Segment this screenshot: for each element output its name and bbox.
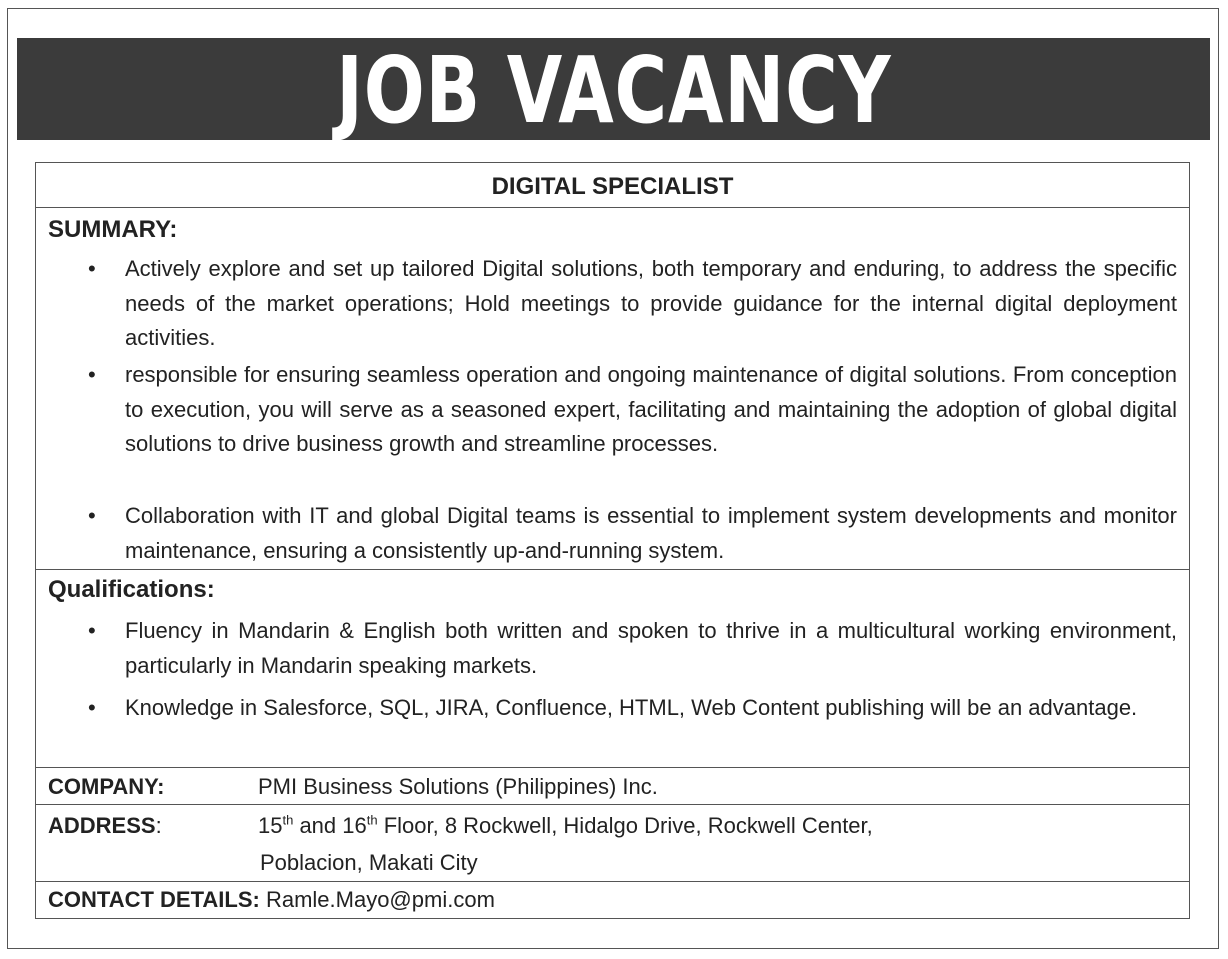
summary-bullet-text: Actively explore and set up tailored Digital solutions, both temporary and enduring, to address the specific needs of the market operations; Hold meetings to provide guidance for the internal digital deployment activities. (125, 256, 1177, 350)
address-line-2: Poblacion, Makati City (260, 850, 478, 875)
divider (36, 804, 1189, 805)
qualification-bullet-text: Fluency in Mandarin & English both written and spoken to thrive in a multicultural working environment, particularly in Mandarin speaking markets. (125, 618, 1177, 678)
divider (36, 569, 1189, 570)
bullet-icon: • (88, 362, 96, 387)
list-item (36, 614, 1189, 691)
company-row (48, 769, 658, 804)
list-item (36, 691, 1189, 761)
address-line-1: 15th and 16th Floor, 8 Rockwell, Hidalgo Drive, Rockwell Center, (258, 812, 873, 838)
address-row (48, 808, 873, 843)
address-label: ADDRESS (48, 813, 156, 838)
bullet-icon: • (88, 695, 96, 720)
list-item (36, 252, 1189, 358)
bullet-icon: • (88, 256, 96, 281)
divider (36, 767, 1189, 768)
bullet-icon: • (88, 618, 96, 643)
summary-bullet-text: Collaboration with IT and global Digital teams is essential to implement system developments and monitor maintenance, ensuring a consistently up-and-running system. (125, 503, 1177, 563)
company-value: PMI Business Solutions (Philippines) Inc. (258, 774, 658, 799)
summary-heading: SUMMARY: (48, 216, 178, 243)
banner-title: JOB VACANCY (335, 37, 892, 144)
qualifications-list (36, 614, 1189, 761)
job-vacancy-banner (17, 37, 1210, 144)
qualifications-heading: Qualifications: (48, 576, 215, 603)
contact-value[interactable]: Ramle.Mayo@pmi.com (265, 887, 495, 912)
list-item (36, 499, 1189, 569)
vacancy-details-box (35, 162, 1190, 919)
summary-bullet-text: responsible for ensuring seamless operation and ongoing maintenance of digital solutions. From conception to execution, you will serve as a seasoned expert, facilitating and maintaining the adoption of global digital solutions to drive business growth and streamline processes. (125, 362, 1177, 456)
contact-label: CONTACT DETAILS: (48, 887, 260, 912)
contact-row (48, 882, 495, 917)
summary-list (36, 252, 1189, 569)
job-title: DIGITAL SPECIALIST (491, 173, 734, 200)
address-colon: : (155, 813, 162, 838)
divider (36, 207, 1189, 208)
list-item (36, 358, 1189, 499)
qualification-bullet-text: Knowledge in Salesforce, SQL, JIRA, Confluence, HTML, Web Content publishing will be an advantage. (125, 695, 1138, 720)
bullet-icon: • (88, 503, 96, 528)
company-label: COMPANY: (48, 774, 165, 799)
